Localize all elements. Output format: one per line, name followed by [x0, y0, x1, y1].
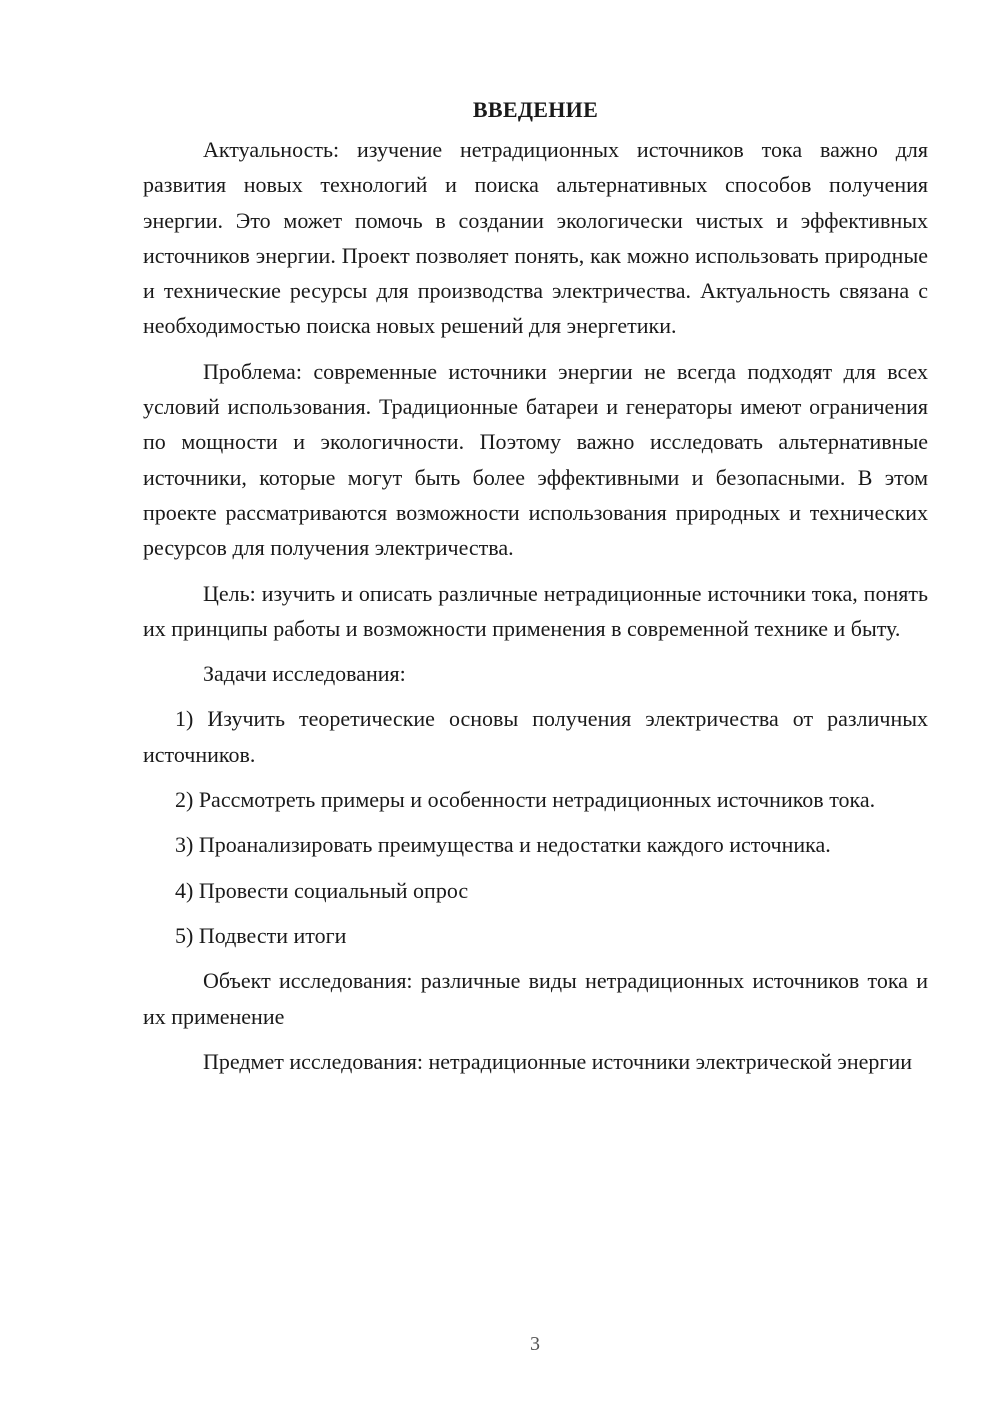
task-item-1: 1) Изучить теоретические основы получения электричества от различных источников. — [143, 706, 928, 767]
page-number: 3 — [530, 1333, 540, 1355]
tasks-title: Задачи исследования: — [203, 661, 406, 687]
paragraph-object: Объект исследования: различные виды нетрадиционных источников тока и их применение — [143, 968, 928, 1029]
task-item-4: 4) Провести социальный опрос — [175, 877, 469, 903]
page-title: ВВЕДЕНИЕ — [472, 97, 599, 122]
task-item-5: 5) Подвести итоги — [175, 922, 347, 948]
task-item-3: 3) Проанализировать преимущества и недостатки каждого источника. — [175, 832, 831, 858]
paragraph-relevance: Актуальность: изучение нетрадиционных источников тока важно для развития новых технологий и поиска альтернативных способов получения энергии. Это может помочь в создании экологически чистых и эффективных источников энергии. Проект позволяет понять, как можно использовать природные и технические ресурсы для производства электричества. Актуальность связана с необходимостью поиска новых решений для энергетики. — [143, 137, 928, 339]
paragraph-goal: Цель: изучить и описать различные нетрадиционные источники тока, понять их принципы работы и возможности применения в современной технике и быту. — [143, 580, 928, 641]
paragraph-subject: Предмет исследования: нетрадиционные источники электрической энергии — [203, 1048, 912, 1074]
document-page — [143, 92, 928, 1089]
paragraph-problem: Проблема: современные источники энергии не всегда подходят для всех условий использования. Традиционные батареи и генераторы имеют ограничения по мощности и экологичности. Поэтому важно исследовать альтернативные источники, которые могут быть более эффективными и безопасными. В этом проекте рассматриваются возможности использования природных и технических ресурсов для получения электричества. — [143, 358, 928, 561]
task-item-2: 2) Рассмотреть примеры и особенности нетрадиционных источников тока. — [175, 787, 876, 813]
